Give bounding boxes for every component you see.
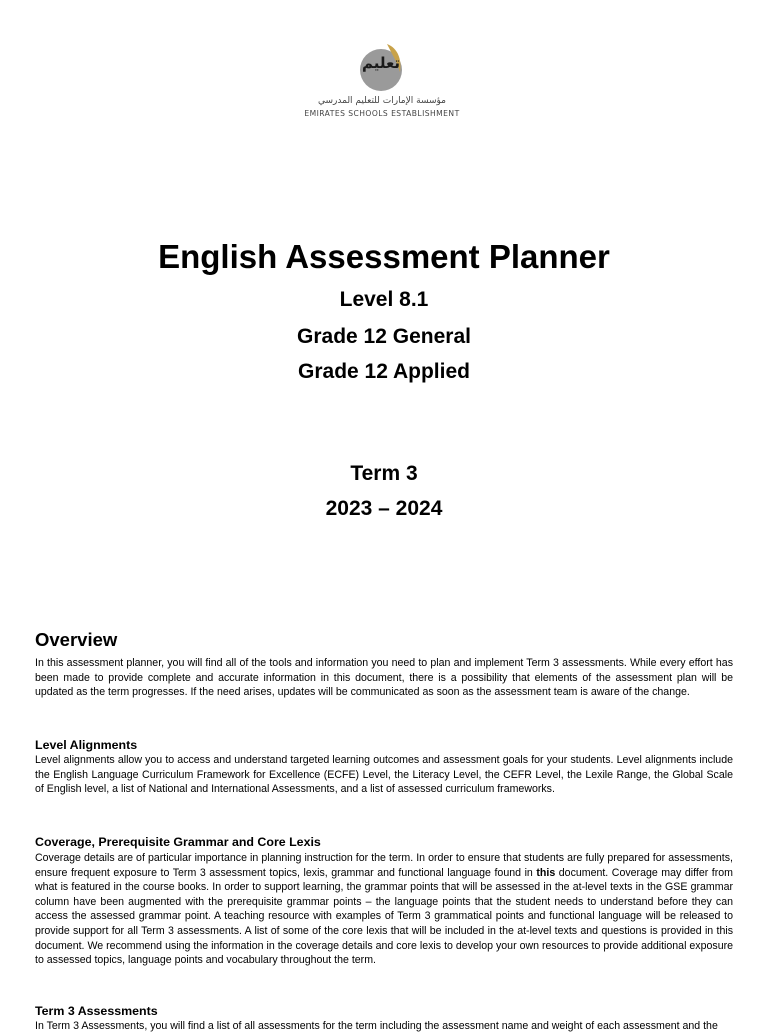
level-label: Level 8.1 <box>339 288 429 311</box>
academic-year-label: 2023 – 2024 <box>325 497 443 520</box>
overview-paragraph: In this assessment planner, you will find all of the tools and information you need to plan and implement Term 3 assessments. While every effort has been made to provide complete and accurate information in this document, there is a possibility that elements of the assessment plan will be updated as the term progresses. If the need arises, updates will be communicated as soon as the assessment team is aware of the change. <box>35 657 733 699</box>
logo-arabic-name: مؤسسة الإمارات للتعليم المدرسي <box>318 96 446 106</box>
term3-assessments-heading: Term 3 Assessments <box>35 1004 158 1018</box>
grade-applied-label: Grade 12 Applied <box>298 360 470 383</box>
coverage-heading: Coverage, Prerequisite Grammar and Core Lexis <box>35 835 321 849</box>
coverage-text-part-1: Coverage details are of particular importance in planning instruction for the term. In order to ensure that students are fully prepared for assessments, ensure frequent exposure to Term 3 assessment topics, lexis, grammar and functional language found in <box>35 852 733 879</box>
level-alignments-paragraph: Level alignments allow you to access and understand targeted learning outcomes and assessment goals for your students. Level alignments include the English Language Curriculum Framework for Excellence (ECFE) Level, the Literacy Level, the CEFR Level, the Lexile Range, the Global Scale of English level, a list of National and International Assessments, and a list of assessed curriculum frameworks. <box>35 754 733 796</box>
overview-heading: Overview <box>35 629 118 650</box>
document-title: English Assessment Planner <box>158 238 610 275</box>
level-alignments-heading: Level Alignments <box>35 738 138 752</box>
taleem-emblem-icon <box>356 38 406 94</box>
coverage-text-part-2: document. Coverage may differ from what is featured in the course books. In order to support learning, the grammar points that will be assessed in the at-level texts in the GSE grammar column have been augmented with the prerequisite grammar points – the language points that the student needs to understand before they can access the assessed grammar point. A teaching resource with examples of Term 3 grammatical points and functional language will be released to provide support for all Term 3 assessments. A list of some of the core lexis that will be included in the at-level texts and questions is provided in this document. We recommend using the information in the coverage details and core lexis to develop your own resources to provide additional exposure to assessed topics, language points and vocabulary throughout the term. <box>35 866 733 967</box>
term-label: Term 3 <box>350 462 418 485</box>
grade-general-label: Grade 12 General <box>297 325 471 348</box>
ese-logo <box>296 32 468 122</box>
emblem-calligraphy: تعليم <box>361 54 401 72</box>
coverage-paragraph <box>35 851 733 968</box>
term3-assessments-paragraph: In Term 3 Assessments, you will find a list of all assessments for the term including the assessment name and weight of each assessment and the <box>35 1020 718 1032</box>
logo-english-name: EMIRATES SCHOOLS ESTABLISHMENT <box>304 109 460 118</box>
coverage-bold-word: this <box>536 866 556 879</box>
